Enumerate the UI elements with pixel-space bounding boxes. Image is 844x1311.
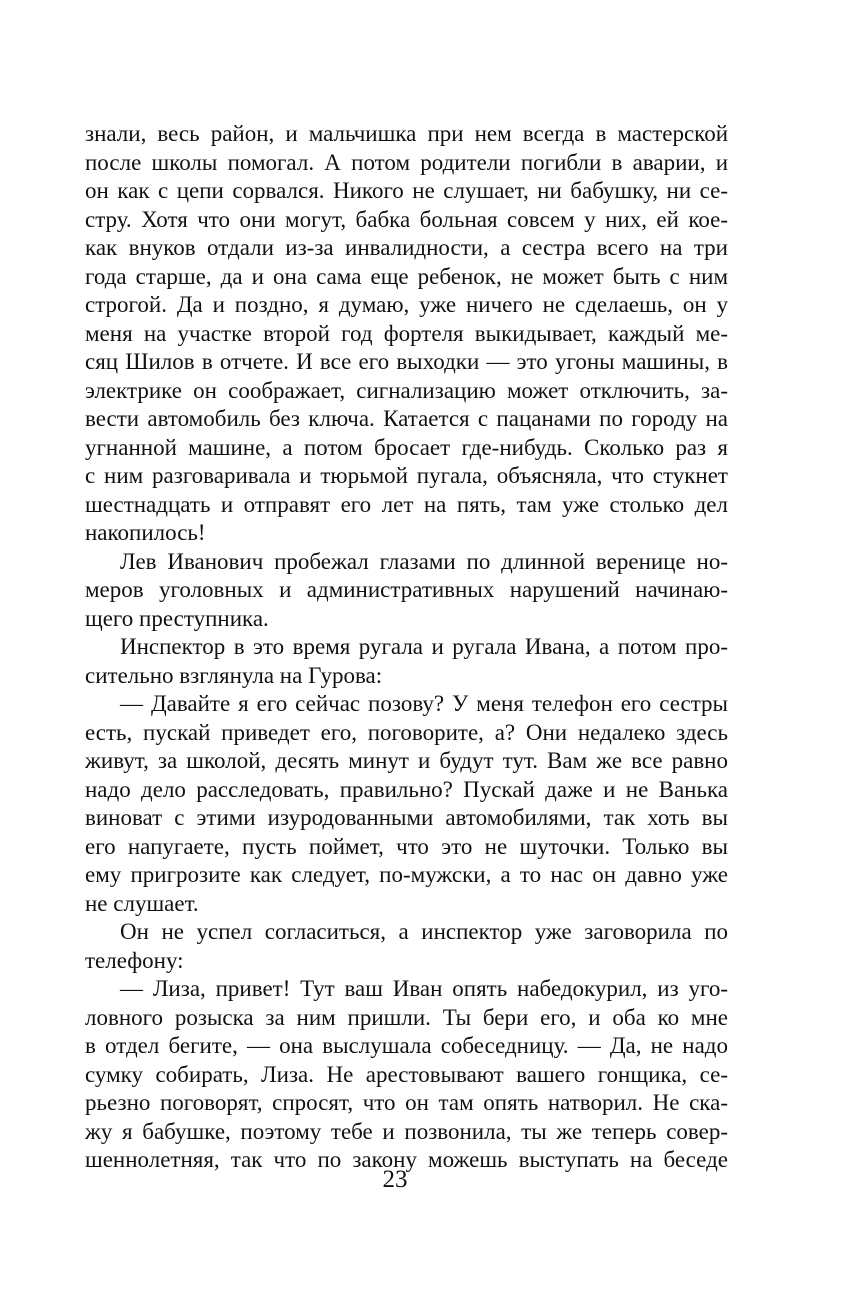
page-number: 23 xyxy=(382,1166,408,1193)
text-line: он как с цепи сорвался. Никого не слушает, ни бабушку, ни се- xyxy=(85,178,728,203)
page-body xyxy=(85,120,728,1175)
text-line: Он не успел согласиться, а инспектор уже заговорила по xyxy=(120,919,728,944)
text-line: Инспектор в это время ругала и ругала Ивана, а потом про- xyxy=(120,634,728,659)
text-line: ему пригрозите как следует, по-мужски, а то нас он давно уже xyxy=(85,862,728,887)
text-line: его напугаете, пусть поймет, что это не шуточки. Только вы xyxy=(85,833,728,859)
text-line: шестнадцать и отправят его лет на пять, там уже столько дел xyxy=(85,491,728,517)
text-line: надо дело расследовать, правильно? Пускай даже и не Ванька xyxy=(85,776,728,802)
text-line: — Давайте я его сейчас позову? У меня телефон его сестры xyxy=(120,691,728,716)
text-line: живут, за школой, десять минут и будут тут. Вам же все равно xyxy=(85,748,728,773)
text-line: сительно взглянула на Гурова: xyxy=(85,662,383,688)
text-line: виноват с этими изуродованными автомобилями, так хоть вы xyxy=(85,805,728,830)
text-line: — Лиза, привет! Тут ваш Иван опять набедокурил, из уго- xyxy=(120,976,728,1001)
text-line: рьезно поговорят, спросят, что он там опять натворил. Не ска- xyxy=(85,1090,728,1115)
text-line: знали, весь район, и мальчишка при нем всегда в мастерской xyxy=(85,121,728,146)
text-line: меров уголовных и административных нарушений начинаю- xyxy=(85,577,728,602)
text-line: строгой. Да и поздно, я думаю, уже ничего не сделаешь, он у xyxy=(85,292,728,317)
text-line: накопилось! xyxy=(85,520,206,545)
text-line: как внуков отдали из-за инвалидности, а сестра всего на три xyxy=(85,235,728,260)
text-line: шеннолетняя, так что по закону можешь выступать на беседе xyxy=(85,1147,728,1172)
text-line: года старше, да и она сама еще ребенок, не может быть с ним xyxy=(85,263,728,289)
text-line: вести автомобиль без ключа. Катается с пацанами по городу на xyxy=(85,406,728,431)
text-line: с ним разговаривала и тюрьмой пугала, объясняла, что стукнет xyxy=(85,463,728,488)
text-line: жу я бабушке, поэтому тебе и позвонила, ты же теперь совер- xyxy=(85,1118,728,1144)
text-line: сумку собирать, Лиза. Не арестовывают вашего гонщика, се- xyxy=(85,1061,728,1087)
paragraph xyxy=(85,120,728,548)
paragraph xyxy=(85,918,728,975)
text-line: телефону: xyxy=(85,947,184,973)
text-line: после школы помогал. А потом родители погибли в аварии, и xyxy=(85,149,728,175)
text-line: сяц Шилов в отчете. И все его выходки — это угоны машины, в xyxy=(85,349,728,374)
text-line: угнанной машине, а потом бросает где-нибудь. Сколько раз я xyxy=(85,434,728,460)
text-line: электрике он соображает, сигнализацию может отключить, за- xyxy=(85,377,728,403)
text-line: ловного розыска за ним пришли. Ты бери его, и оба ко мне xyxy=(85,1004,728,1030)
text-line: не слушает. xyxy=(85,890,199,916)
text-line: в отдел бегите, — она выслушала собеседницу. — Да, не надо xyxy=(85,1033,728,1058)
paragraph xyxy=(85,975,728,1175)
text-line: меня на участке второй год фортеля выкидывает, каждый ме- xyxy=(85,320,728,346)
paragraph xyxy=(85,548,728,634)
text-line: стру. Хотя что они могут, бабка больная совсем у них, ей кое- xyxy=(85,206,728,232)
text-line: щего преступника. xyxy=(85,605,269,631)
paragraph xyxy=(85,690,728,918)
text-line: есть, пускай приведет его, поговорите, а? Они недалеко здесь xyxy=(85,719,728,745)
paragraph xyxy=(85,633,728,690)
text-line: Лев Иванович пробежал глазами по длинной веренице но- xyxy=(120,548,728,574)
